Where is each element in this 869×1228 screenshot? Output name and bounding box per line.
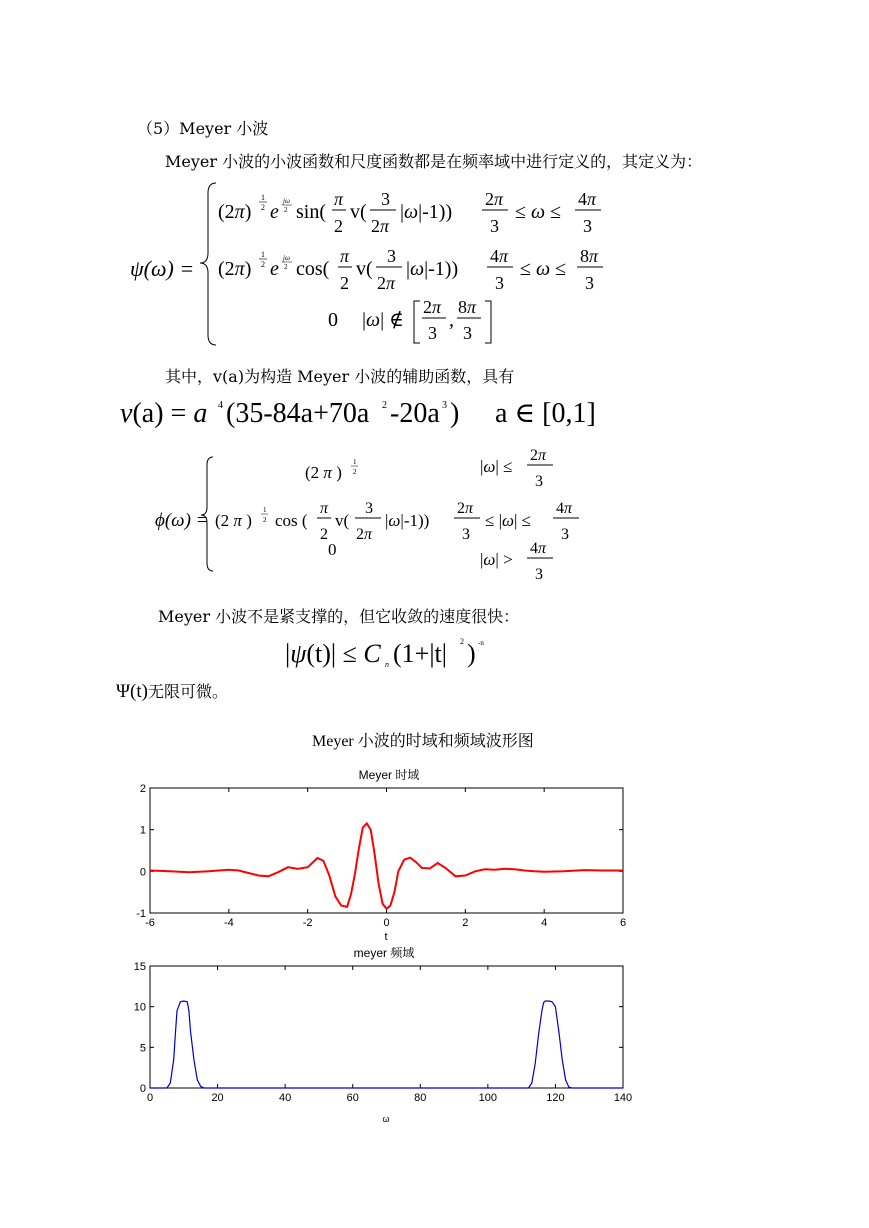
- svg-text:0: 0: [328, 309, 338, 331]
- svg-text:3: 3: [585, 273, 594, 293]
- svg-text:(2π): (2π): [218, 201, 252, 223]
- x-tick-label: 20: [211, 1092, 224, 1104]
- y-tick-label: 10: [133, 1001, 146, 1014]
- svg-text:3: 3: [463, 323, 472, 343]
- x-tick-label: 80: [414, 1092, 427, 1104]
- svg-text:3: 3: [462, 526, 470, 543]
- chart-title: Meyer 时域: [358, 768, 420, 782]
- x-tick-label: 140: [613, 1092, 633, 1104]
- x-tick-label: 6: [619, 917, 627, 929]
- svg-text:2π: 2π: [530, 447, 547, 464]
- svg-text:3: 3: [381, 189, 390, 209]
- svg-text:1: 1: [263, 506, 267, 514]
- svg-text:2π: 2π: [457, 500, 474, 517]
- svg-text:3: 3: [442, 400, 447, 411]
- svg-text:jω: jω: [283, 254, 290, 262]
- svg-text:|ω| >: |ω| >: [480, 550, 513, 569]
- svg-text:-n: -n: [478, 639, 484, 647]
- phi-lhs: ϕ(ω) =: [155, 510, 209, 531]
- svg-text:(2 π ): (2 π ): [305, 463, 342, 482]
- svg-text:3: 3: [428, 323, 437, 343]
- aux-intro-text: 其中，v(a)为构造 Meyer 小波的辅助函数，具有: [165, 367, 515, 386]
- smooth-text: 无限可微。: [147, 682, 228, 701]
- y-tick-label: 2: [139, 783, 146, 795]
- svg-text:cos(: cos(: [296, 258, 330, 280]
- svg-text:e: e: [270, 258, 279, 280]
- intro-text: Meyer 小波的小波函数和尺度函数都是在频率域中进行定义的，其定义为：: [165, 152, 703, 171]
- phi-row-3: [328, 540, 553, 583]
- svg-text:2: 2: [334, 216, 343, 236]
- svg-text:2: 2: [382, 400, 387, 411]
- svg-text:1: 1: [261, 250, 265, 259]
- svg-text:≤ |ω| ≤: ≤ |ω| ≤: [485, 511, 531, 530]
- svg-text:2: 2: [460, 637, 464, 646]
- svg-text:3: 3: [561, 526, 569, 543]
- psi-row-2: [218, 246, 603, 293]
- psi-row-1: [218, 189, 601, 236]
- svg-text:2: 2: [261, 260, 265, 269]
- svg-text:2: 2: [353, 468, 357, 476]
- svg-text:|ω| ≤: |ω| ≤: [480, 457, 513, 476]
- svg-text:3: 3: [535, 473, 543, 490]
- svg-text:|ψ(t)| ≤ C: |ψ(t)| ≤ C: [285, 639, 381, 668]
- x-tick-label: 40: [279, 1092, 292, 1104]
- svg-text:3: 3: [365, 500, 373, 517]
- decay-formula: [285, 628, 505, 673]
- svg-text:4π: 4π: [556, 500, 573, 517]
- svg-text:(2π): (2π): [218, 258, 252, 280]
- svg-text:n: n: [385, 660, 389, 669]
- svg-text:|ω| ∉: |ω| ∉: [362, 309, 404, 331]
- svg-text:(2 π ): (2 π ): [215, 511, 252, 530]
- svg-text:1: 1: [353, 458, 357, 466]
- x-tick-label: 4: [541, 917, 548, 929]
- svg-text:4: 4: [218, 400, 223, 411]
- svg-text:≤ ω ≤: ≤ ω ≤: [520, 258, 567, 280]
- svg-text:v(: v(: [335, 511, 350, 530]
- svg-text:2π: 2π: [485, 189, 504, 209]
- x-tick-label: -4: [223, 917, 234, 929]
- svg-text:2π: 2π: [356, 526, 373, 543]
- svg-text:π: π: [320, 500, 329, 517]
- time-domain-chart: [120, 765, 650, 945]
- svg-text:(1+|t|: (1+|t|: [393, 639, 447, 668]
- aux-domain: a ∈ [0,1]: [495, 398, 596, 429]
- svg-text:8π: 8π: [458, 297, 477, 317]
- y-tick-label: -1: [136, 908, 146, 920]
- section-heading: （5）Meyer 小波: [137, 119, 269, 138]
- svg-text:≤ ω ≤: ≤ ω ≤: [515, 201, 562, 223]
- decay-text: Meyer 小波不是紧支撑的，但它收敛的速度很快：: [158, 607, 520, 626]
- x-tick-label: 0: [146, 1092, 154, 1104]
- x-tick-label: 120: [546, 1092, 565, 1104]
- svg-text:3: 3: [490, 216, 499, 236]
- x-axis-label: t: [384, 931, 388, 943]
- y-tick-label: 15: [133, 961, 146, 973]
- svg-text:e: e: [270, 201, 279, 223]
- svg-text:4π: 4π: [578, 189, 597, 209]
- svg-text:,: ,: [449, 309, 454, 331]
- time-series-line: [150, 823, 623, 908]
- freq-domain-chart: [120, 943, 650, 1128]
- svg-text:2: 2: [320, 526, 328, 543]
- psi-row-3: [328, 297, 491, 343]
- svg-text:1: 1: [261, 193, 265, 202]
- svg-text:π: π: [334, 189, 344, 209]
- plot-area: [150, 966, 623, 1088]
- svg-text:|ω|-1)): |ω|-1)): [400, 201, 453, 223]
- x-tick-label: 2: [462, 917, 469, 929]
- svg-text:2π: 2π: [423, 297, 442, 317]
- y-tick-label: 1: [139, 824, 146, 837]
- svg-text:2π: 2π: [377, 273, 396, 293]
- phi-row-1: [305, 447, 553, 490]
- psi-lhs: ψ(ω) =: [130, 256, 195, 281]
- y-tick-label: 5: [139, 1042, 146, 1055]
- smooth-symbol: Ψ(t): [116, 681, 148, 702]
- svg-text:π: π: [340, 246, 350, 266]
- plot-area: [150, 788, 623, 913]
- x-tick-label: -2: [302, 917, 313, 929]
- figure-caption: Meyer 小波的时域和频域波形图: [312, 733, 534, 750]
- svg-text:2: 2: [284, 206, 288, 214]
- svg-text:2π: 2π: [371, 216, 390, 236]
- phi-formula: [155, 445, 615, 585]
- svg-text:2: 2: [263, 516, 267, 524]
- y-tick-label: 0: [139, 866, 146, 879]
- svg-text:sin(: sin(: [296, 201, 326, 223]
- svg-text:3: 3: [535, 566, 543, 583]
- x-axis-label: ω: [382, 1114, 390, 1124]
- x-tick-label: 100: [478, 1092, 498, 1104]
- svg-text:2: 2: [284, 263, 288, 271]
- chart-title: meyer 频域: [353, 946, 415, 960]
- svg-text:3: 3: [583, 216, 592, 236]
- svg-text:): ): [467, 639, 476, 668]
- svg-text:4π: 4π: [490, 246, 509, 266]
- x-tick-label: 60: [346, 1092, 359, 1104]
- y-tick-label: 0: [139, 1083, 146, 1095]
- x-tick-label: -6: [145, 917, 155, 929]
- svg-text:jω: jω: [283, 197, 290, 205]
- svg-text:v(a) = a: v(a) = a: [120, 398, 208, 429]
- svg-text:|ω|-1)): |ω|-1)): [385, 511, 430, 530]
- svg-text:3: 3: [387, 246, 396, 266]
- svg-text:8π: 8π: [580, 246, 599, 266]
- x-tick-label: 0: [383, 917, 390, 929]
- svg-text:4π: 4π: [530, 540, 547, 557]
- svg-text:2: 2: [261, 203, 265, 212]
- phi-row-2: [215, 500, 579, 543]
- svg-text:2: 2: [340, 273, 349, 293]
- svg-text:(35-84a+70a: (35-84a+70a: [226, 398, 370, 429]
- left-brace: [200, 183, 216, 345]
- svg-text:v(: v(: [356, 258, 373, 280]
- svg-text:): ): [450, 398, 460, 429]
- svg-text:v(: v(: [350, 201, 367, 223]
- aux-function-formula: [120, 390, 600, 435]
- svg-text:|ω|-1)): |ω|-1)): [406, 258, 459, 280]
- svg-text:0: 0: [328, 540, 337, 559]
- svg-text:cos (: cos (: [275, 511, 308, 530]
- smooth-line: [116, 679, 228, 703]
- svg-text:3: 3: [495, 273, 504, 293]
- psi-formula: [120, 175, 640, 350]
- svg-text:-20a: -20a: [390, 398, 440, 429]
- freq-series-line: [150, 1001, 623, 1088]
